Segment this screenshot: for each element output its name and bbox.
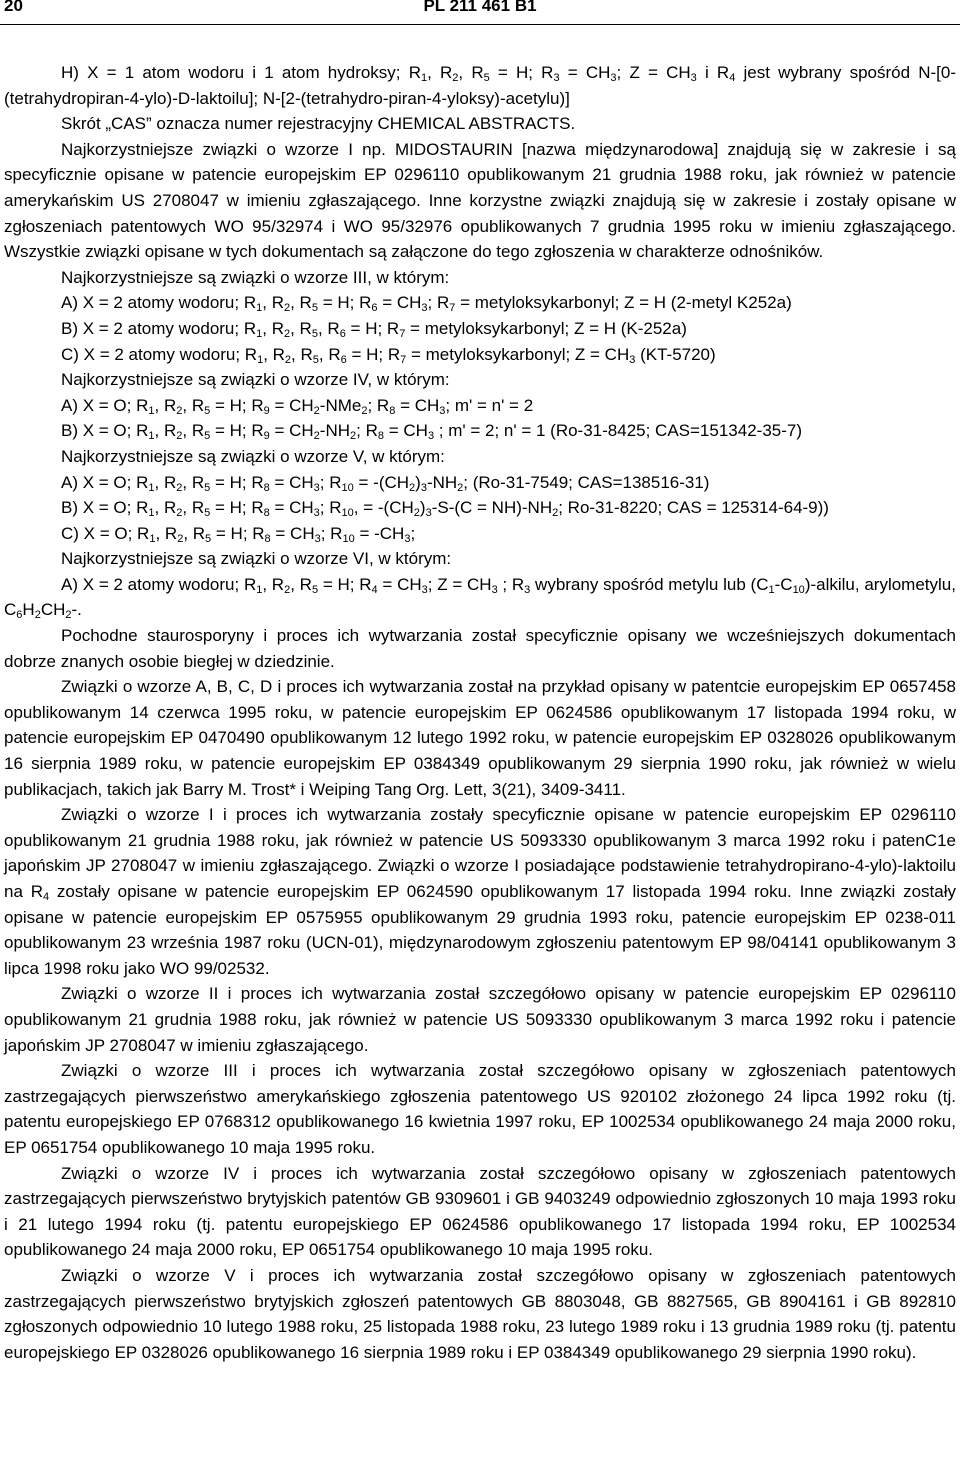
subscript: 1	[257, 353, 264, 366]
text-run: , R	[290, 293, 312, 313]
text-run: , R	[291, 344, 313, 364]
text-run: ; R	[320, 523, 343, 543]
subscript: 9	[263, 430, 270, 443]
subscript: 3	[629, 353, 636, 366]
page-header	[0, 0, 960, 40]
paragraph-process-iii	[4, 1058, 956, 1160]
text-run: ; m' = 2; n' = 1 (Ro-31-8425; CAS=151342-35-7)	[434, 421, 803, 441]
text-run: zostały opisane w patencie europejskim EP 0624590 opublikowanym 17 listopada 1994 roku. Inne związki zostały opisane w patencie europejskim EP 0575955 opublikowanym 29 grudnia 1993 roku, patencie europejskim EP 0238-011 opublikowanym 23 września 1987 roku (UCN-01), międzynarodowym zgłoszeniu patentowym EP 98/04141 opublikowanym 3 lipca 1998 roku jako WO 99/02532.	[4, 882, 956, 978]
subscript: 3	[439, 404, 446, 417]
text-run: , R	[263, 344, 285, 364]
subscript: 2	[176, 507, 183, 520]
text-run: Najkorzystniejsze są związki o wzorze VI, w którym:	[61, 549, 452, 569]
subscript: 1	[256, 327, 263, 340]
text-run: , R	[318, 344, 341, 364]
text-run: B) X = O; R	[61, 421, 149, 441]
item-v-b	[4, 495, 956, 521]
text-run: = CH	[395, 395, 440, 415]
text-run: , R	[262, 574, 285, 594]
subscript: 3	[610, 72, 617, 84]
item-vi-a	[4, 572, 956, 623]
subscript: 6	[339, 327, 346, 340]
paragraph-cas-note	[4, 111, 956, 137]
paragraph-process-v	[4, 1263, 956, 1365]
subscript: 2	[176, 481, 183, 494]
text-run: = CH	[377, 293, 422, 313]
text-run: = H; R	[210, 395, 264, 415]
subscript: 1	[148, 404, 155, 417]
text-run: , R	[182, 472, 205, 492]
item-v-c	[4, 521, 956, 547]
text-run: = -CH	[354, 523, 405, 543]
subscript: 5	[204, 430, 211, 443]
text-run: Skrót „CAS” oznacza numer rejestracyjny CHEMICAL ABSTRACTS.	[61, 114, 576, 134]
subscript: 1	[148, 430, 155, 443]
text-run: (KT-5720)	[635, 344, 716, 364]
text-run: i R	[696, 63, 730, 82]
subscript: 3	[313, 507, 320, 520]
text-run: = H; R	[211, 523, 265, 543]
text-run: , R	[182, 498, 205, 518]
text-run: Związki o wzorze IV i proces ich wytwarzania został szczegółowo opisany w zgłoszeniach patentowych zastrzegających pierwszeństwo brytyjskich patentów GB 9309601 i GB 9403249 odpowiednio zgłoszonych 10 maja 1993 roku i 21 lutego 1994 roku (tj. patentu europejskiego EP 0624586 opublikowanego 17 listopada 1994 roku, EP 1002534 opublikowanego 24 maja 2000 roku, EP 0651754 opublikowanego 10 maja 1995 roku.	[4, 1163, 956, 1260]
text-run: = CH	[269, 498, 314, 518]
item-iii-c	[4, 342, 956, 368]
subscript: 6	[371, 302, 378, 315]
subscript: 5	[204, 481, 211, 494]
subscript: 8	[389, 404, 396, 417]
paragraph-formula-v	[4, 444, 956, 470]
subscript: 8	[263, 481, 270, 494]
text-run: Najkorzystniejsze związki o wzorze I np. MIDOSTAURIN [nazwa międzynarodowa] znajdują się w zakresie i są specyficznie opisane w patencie europejskim EP 0296110 opublikowanym 21 grudnia 1988 roku, jak również w patencie amerykańskim US 2708047 w imieniu zgłaszającego. Inne korzystne związki znajdują się w zakresie i zostały opisane w zgłoszeniach patentowych WO 95/32974 i WO 95/32976 opublikowanych 7 grudnia 1995 roku w imieniu zgłaszającego. Wszystkie związki opisane w tych dokumentach są załączone do tego zgłoszenia w charakterze odnośników.	[4, 139, 956, 262]
subscript: 8	[377, 430, 384, 443]
subscript: 2	[409, 481, 416, 494]
paragraph-staurosporine	[4, 623, 956, 674]
subscript: 3	[404, 532, 411, 545]
text-run: C) X = O; R	[61, 523, 150, 543]
text-run: ;	[410, 523, 416, 543]
text-run: Związki o wzorze I i proces ich wytwarzania zostały specyficznie opisane w patencie europejskim EP 0296110 opublikowanym 21 grudnia 1988 roku, jak również w patencie US 5093330 opublikowanym 3 marca 1992 roku i patenC1e japońskim JP 2708047 w imieniu zgłaszającego. Związki o wzorze I posiadające podstawienie tetrahydropirano-4-ylo)-laktoilu na R	[4, 805, 956, 901]
text-run: , R	[427, 63, 453, 82]
paragraph-formula-iii	[4, 265, 956, 291]
text-run: -C	[774, 574, 793, 594]
text-run: = H; R	[210, 421, 264, 441]
text-run: H	[22, 600, 35, 620]
paragraph-formula-iv	[4, 367, 956, 393]
subscript: 4	[43, 891, 50, 903]
text-run: , R	[317, 318, 340, 338]
subscript: 2	[313, 404, 320, 417]
subscript: 2	[283, 302, 291, 315]
subscript: 2	[284, 353, 292, 366]
subscript: 10	[341, 481, 354, 494]
text-run: Najkorzystniejsze są związki o wzorze III, w którym:	[61, 267, 450, 287]
text-run: , R	[155, 523, 178, 543]
text-run: wybrany spośród metylu lub (C	[530, 574, 769, 594]
text-run: = -(CH	[353, 472, 410, 492]
paragraph-process-ii	[4, 981, 956, 1058]
text-run: Związki o wzorze II i proces ich wytwarzania został szczegółowo opisany w patencie europejskim EP 0296110 opublikowanym 21 grudnia 1988 roku, jak również w patencie US 5093330 opublikowanym 3 marca 1992 roku i patencie japońskim JP 2708047 w imieniu zgłaszającego.	[4, 984, 956, 1055]
text-run: , R	[262, 318, 284, 338]
header-rule	[0, 24, 960, 25]
text-run: Najkorzystniejsze są związki o wzorze V, w którym:	[61, 446, 445, 466]
text-run: ; (Ro-31-7549; CAS=138516-31)	[463, 472, 710, 492]
subscript: 5	[311, 302, 318, 315]
subscript: 10	[342, 532, 355, 545]
text-run: -NH	[319, 421, 351, 441]
text-run: , R	[290, 318, 312, 338]
subscript: 7	[400, 353, 407, 366]
text-run: A) X = O; R	[61, 395, 149, 415]
subscript: 1	[256, 302, 263, 315]
text-run: )	[419, 498, 426, 518]
text-run: B) X = 2 atomy wodoru; R	[61, 318, 257, 338]
subscript: 3	[313, 481, 320, 494]
text-run: = H; R	[345, 318, 400, 338]
text-run: )-alkilu, arylometylu, C	[4, 574, 956, 620]
subscript: 8	[263, 507, 270, 520]
subscript: 2	[350, 430, 357, 443]
text-run: = H; R	[317, 293, 372, 313]
subscript: 4	[371, 583, 378, 596]
subscript: 2	[457, 481, 464, 494]
subscript: 7	[399, 327, 406, 340]
text-run: , R	[182, 421, 205, 441]
subscript: 10	[792, 583, 805, 596]
subscript: 1	[256, 583, 263, 596]
text-run: -S-(C = NH)-NH	[431, 498, 553, 518]
subscript: 5	[204, 404, 211, 417]
subscript: 3	[524, 583, 531, 596]
subscript: 3	[421, 302, 428, 315]
subscript: 2	[65, 609, 72, 622]
subscript: 3	[553, 72, 560, 84]
text-run: = CH	[269, 421, 314, 441]
text-run: ; Ro-31-8220; CAS = 125314-64-9))	[558, 498, 829, 518]
subscript: 2	[361, 404, 368, 417]
subscript: 2	[34, 609, 41, 622]
text-run: , R	[262, 293, 284, 313]
subscript: 5	[312, 353, 319, 366]
text-run: ; R	[356, 421, 378, 441]
subscript: 7	[449, 302, 456, 315]
subscript: 2	[176, 430, 183, 443]
subscript: 3	[690, 72, 697, 84]
subscript: 3	[420, 481, 427, 494]
text-run: B) X = O; R	[61, 498, 149, 518]
text-run: = CH	[270, 523, 315, 543]
text-run: Związki o wzorze A, B, C, D i proces ich wytwarzania został na przykład opisany w patentcie europejskim EP 0657458 opublikowanym 14 czerwca 1995 roku, w patencie europejskim EP 0624586 opublikowanym 17 listopada 1994 roku, w patencie europejskim EP 0470490 opublikowanym 12 lutego 1992 roku, w patencie europejskim EP 0328026 opublikowanym 16 sierpnia 1989 roku, w patencie europejskim EP 0384349 opublikowanym 29 sierpnia 1990 roku, jak również w wielu publikacjach, takich jak Barry M. Trost* i Weiping Tang Org. Lett, 3(21), 3409-3411.	[4, 677, 956, 799]
text-run: , R	[183, 523, 206, 543]
text-run: = H; R	[210, 498, 264, 518]
text-run: , = -(CH	[353, 498, 414, 518]
text-run: = H; R	[346, 344, 401, 364]
text-run: -.	[71, 600, 82, 620]
paragraph-formula-i	[4, 137, 956, 265]
subscript: 2	[413, 507, 420, 520]
subscript: 3	[421, 583, 428, 596]
subscript: 1	[148, 507, 155, 520]
text-run: = H; R	[210, 472, 264, 492]
text-run: ; R	[367, 395, 390, 415]
paragraph-process-iv	[4, 1161, 956, 1263]
text-run: ; R	[427, 293, 450, 313]
text-run: Związki o wzorze V i proces ich wytwarzania został szczegółowo opisany w zgłoszeniach patentowych zastrzegających pierwszeństwo brytyjskich zgłoszeń patentowych GB 8803048, GB 8827565, GB 8904161 i GB 892810 zgłoszonych odpowiednio 10 lutego 1988 roku, 25 listopada 1988 roku, 23 lutego 1989 roku i 13 grudnia 1989 roku (tj. patentu europejskiego EP 0328026 opublikowanego 16 sierpnia 1989 roku i EP 0384349 opublikowanego 29 sierpnia 1990 roku).	[4, 1265, 956, 1362]
item-iv-a	[4, 393, 956, 419]
text-run: A) X = 2 atomy wodoru; R	[61, 293, 257, 313]
subscript: 2	[284, 583, 291, 596]
paragraph-formula-abcd	[4, 674, 956, 802]
subscript: 3	[427, 430, 435, 443]
subscript: 5	[205, 532, 212, 545]
text-run: , R	[154, 472, 177, 492]
text-run: ; R	[319, 472, 342, 492]
text-run: = CH	[559, 63, 611, 82]
subscript: 1	[420, 72, 428, 84]
text-run: , R	[154, 395, 177, 415]
text-run: = H; R	[489, 63, 554, 82]
text-run: = metyloksykarbonyl; Z = H (2-metyl K252a)	[455, 293, 792, 313]
text-run: = metyloksykarbonyl; Z = CH	[406, 344, 630, 364]
subscript: 3	[491, 583, 498, 596]
text-run: , R	[182, 395, 205, 415]
text-run: H) X = 1 atom wodoru i 1 atom hydroksy; R	[61, 63, 421, 82]
text-run: A) X = O; R	[61, 472, 149, 492]
text-run: )	[415, 472, 421, 492]
subscript: 2	[177, 532, 184, 545]
subscript: 6	[340, 353, 347, 366]
subscript: 8	[264, 532, 271, 545]
subscript: 1	[148, 481, 155, 494]
text-run: A) X = 2 atomy wodoru; R	[61, 574, 257, 594]
text-run: -NH	[426, 472, 458, 492]
subscript: 6	[16, 609, 23, 622]
text-run: , R	[154, 498, 177, 518]
subscript: 2	[313, 430, 320, 443]
subscript: 5	[311, 327, 318, 340]
patent-number: PL 211 461 B1	[423, 0, 537, 15]
text-run: jest wybrany spośród N-[0-(tetrahydropiran-4-ylo)-D-laktoilu]; N-[2-(tetrahydro-piran-4-yloksy)-acetylu)]	[4, 63, 957, 108]
subscript: 5	[483, 72, 490, 84]
text-run: , R	[290, 574, 312, 594]
text-run: = metyloksykarbonyl; Z = H (K-252a)	[405, 318, 687, 338]
item-iii-a	[4, 290, 956, 316]
paragraph-h-formula	[4, 60, 956, 111]
subscript: 10	[341, 507, 354, 520]
subscript: 1	[149, 532, 156, 545]
text-run: = CH	[384, 421, 428, 441]
subscript: 2	[552, 507, 559, 520]
text-run: -NMe	[319, 395, 362, 415]
text-run: = H; R	[318, 574, 372, 594]
subscript: 2	[283, 327, 291, 340]
item-v-a	[4, 470, 956, 496]
text-run: ; R	[319, 498, 342, 518]
subscript: 4	[729, 72, 736, 84]
subscript: 2	[176, 404, 183, 417]
page-number: 20	[4, 0, 23, 15]
subscript: 2	[452, 72, 459, 84]
subscript: 5	[204, 507, 211, 520]
text-run: = CH	[269, 472, 314, 492]
paragraph-formula-vi	[4, 546, 956, 572]
text-run: ; R	[497, 574, 525, 594]
item-iv-b	[4, 418, 956, 444]
item-iii-b	[4, 316, 956, 342]
text-run: Najkorzystniejsze są związki o wzorze IV, w którym:	[61, 370, 450, 390]
text-run: = CH	[269, 395, 314, 415]
text-run: Pochodne staurosporyny i proces ich wytwarzania został specyficznie opisany we wcześniejszych dokumentach dobrze znanych osobie biegłej w dziedzinie.	[4, 626, 956, 671]
text-run: , R	[458, 63, 484, 82]
text-run: , R	[154, 421, 177, 441]
document-body	[4, 60, 956, 1365]
subscript: 1	[768, 583, 775, 596]
text-run: = CH	[377, 574, 422, 594]
text-run: CH	[40, 600, 66, 620]
text-run: C) X = 2 atomy wodoru; R	[61, 344, 258, 364]
subscript: 9	[263, 404, 270, 417]
subscript: 3	[425, 507, 432, 520]
subscript: 3	[314, 532, 321, 545]
text-run: ; Z = CH	[616, 63, 691, 82]
text-run: Związki o wzorze III i proces ich wytwarzania został szczegółowo opisany w zgłoszeniach patentowych zastrzegających pierwszeństwo amerykańskiego zgłoszenia patentowego US 920102 złożonego 24 lipca 1992 roku (tj. patentu europejskiego EP 0768312 opublikowanego 16 kwietnia 1997 roku, EP 1002534 opublikowanego 24 maja 2000 roku, EP 0651754 opublikowanego 10 maja 1995 roku.	[4, 1061, 956, 1157]
text-run: ; m' = n' = 2	[445, 395, 534, 415]
paragraph-process-i	[4, 802, 956, 981]
subscript: 5	[311, 583, 319, 596]
text-run: ; Z = CH	[427, 574, 492, 594]
